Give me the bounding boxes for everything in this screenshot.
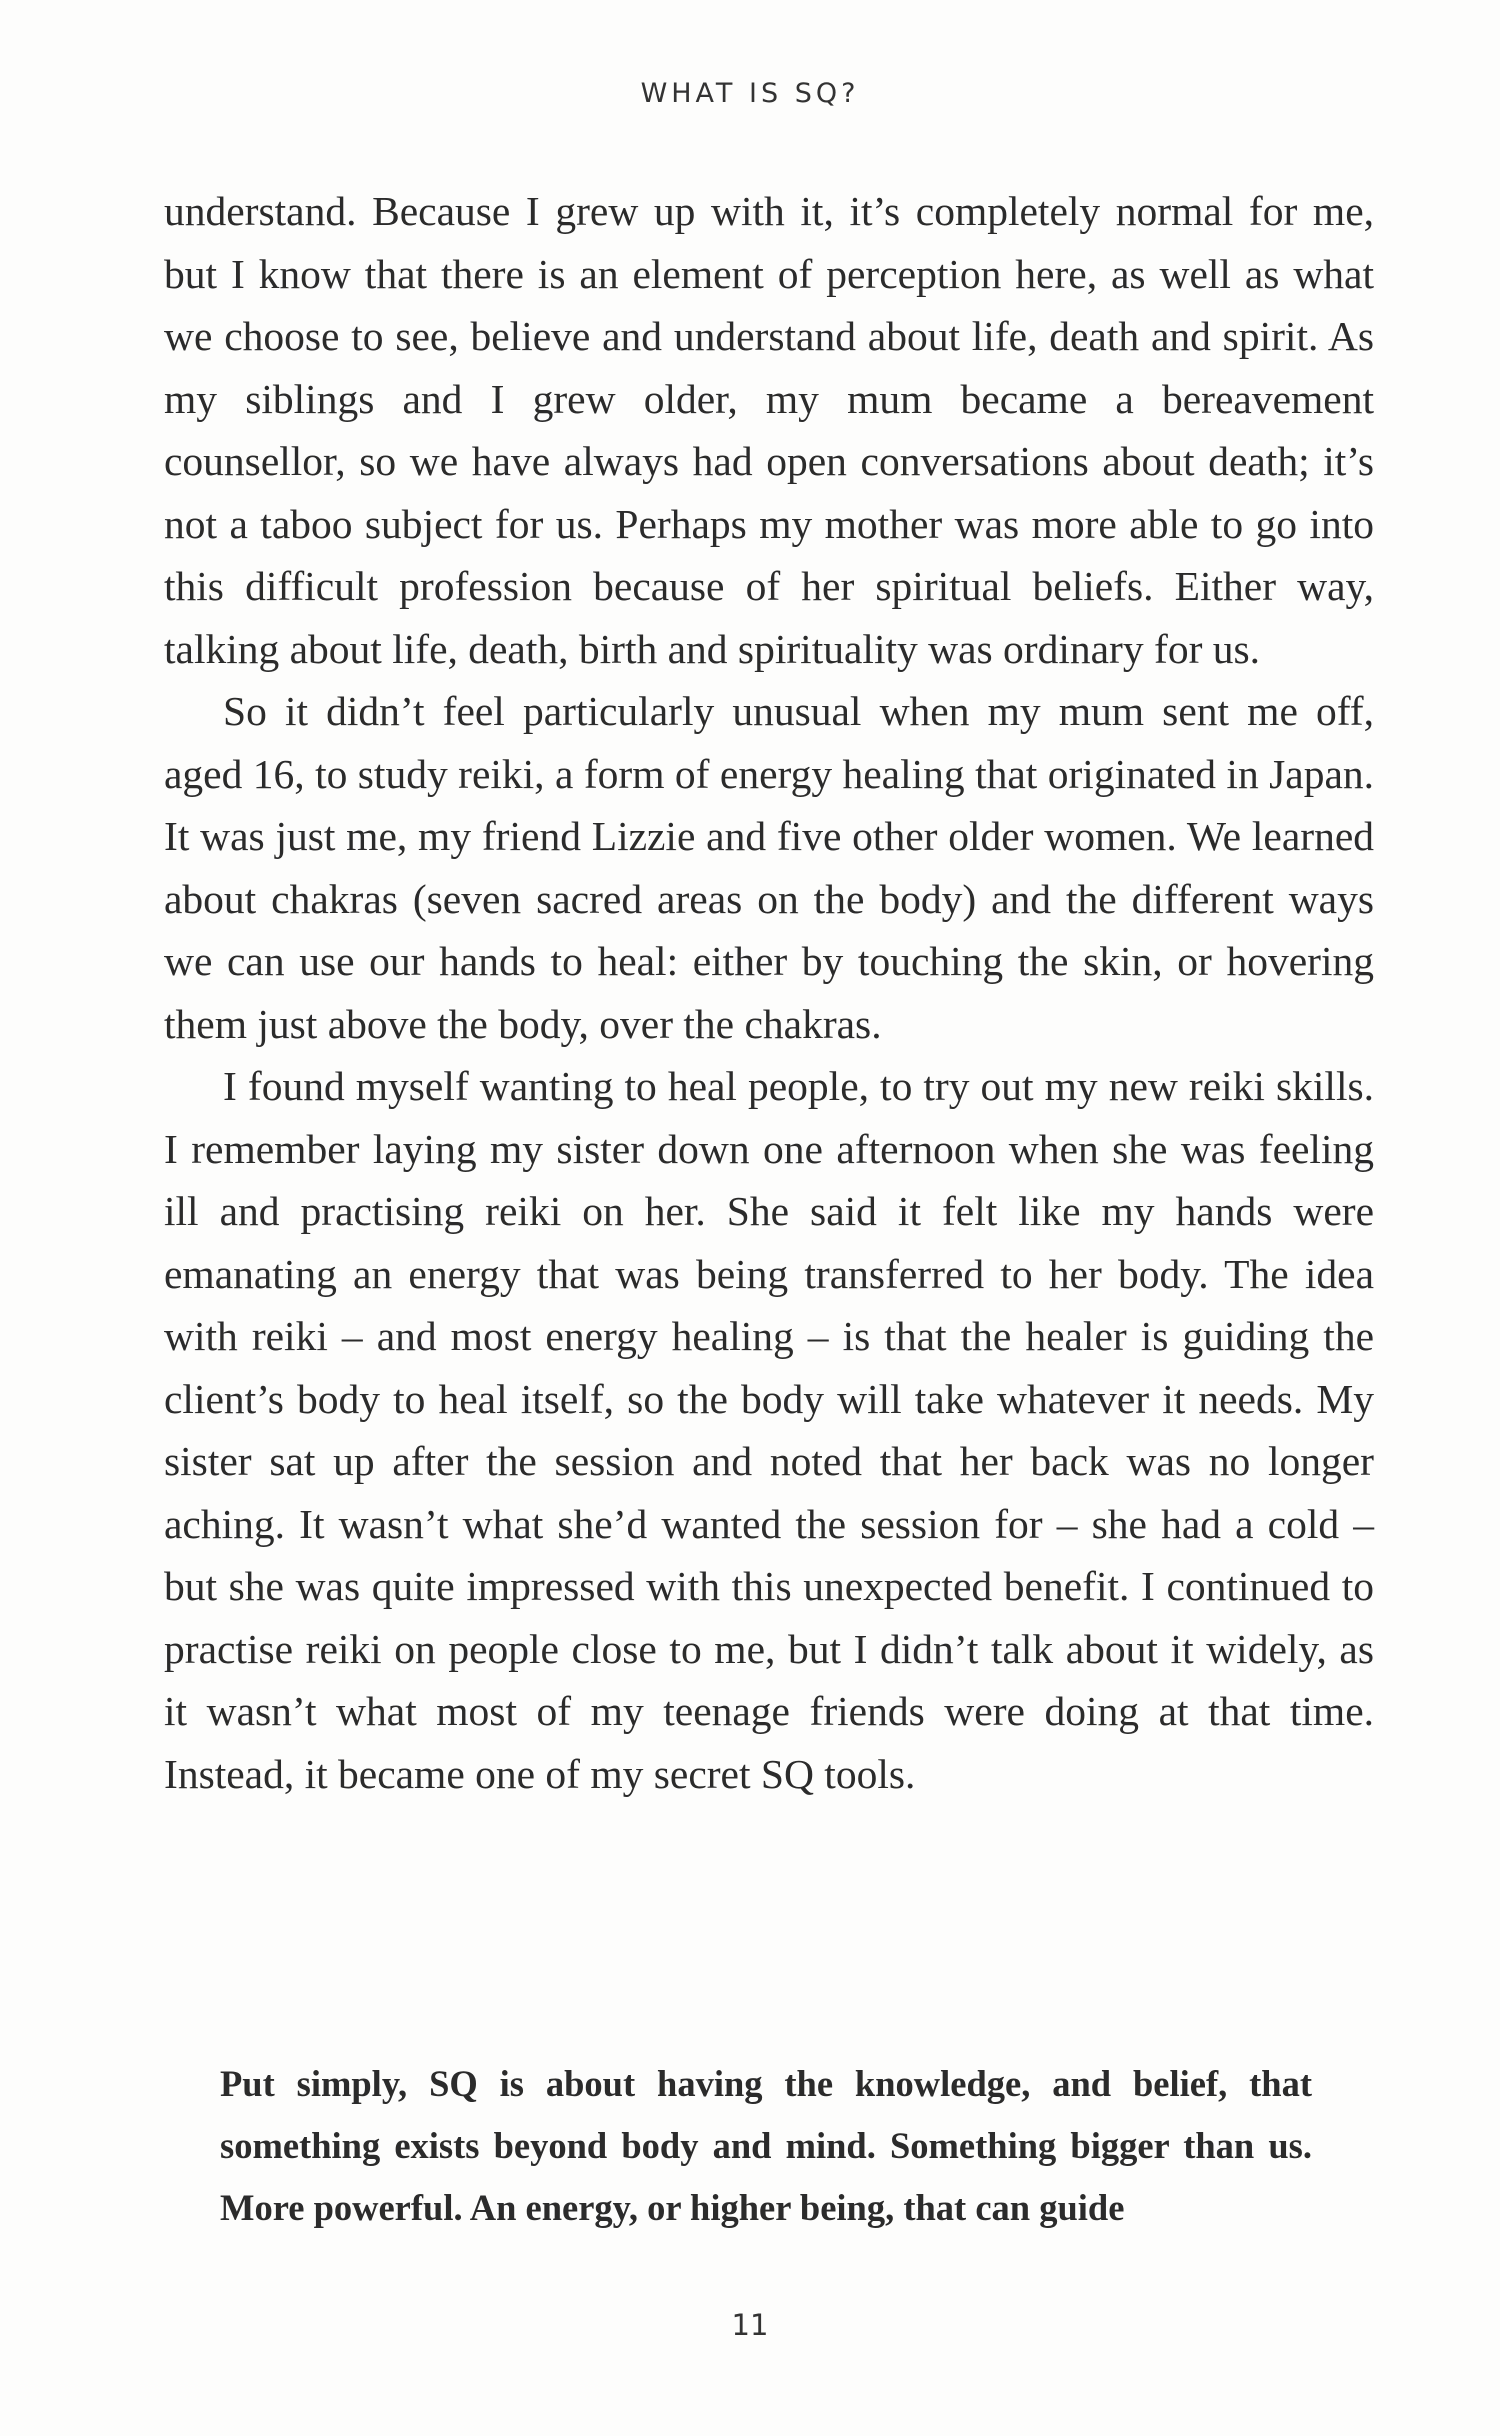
pull-quote: Put simply, SQ is about having the knowledge, and belief, that something exists beyond body and mind. Something bigger than us. More powerful. An energy, or higher being, that can guide — [220, 2063, 1312, 2228]
running-head: WHAT IS SQ? — [640, 78, 860, 109]
paragraph-1: understand. Because I grew up with it, it’s completely normal for me, but I know that there is an element of perception here, as well as what we choose to see, believe and understand about life, death and spirit. As my siblings and I grew older, my mum became a bereavement counsellor, so we have always had open conversations about death; it’s not a taboo subject for us. Perhaps my mother was more able to go into this difficult profession because of her spiritual beliefs. Either way, talking about life, death, birth and spirituality was ordinary for us. — [164, 188, 1374, 672]
paragraph-2: So it didn’t feel particularly unusual when my mum sent me off, aged 16, to study reiki, a form of energy healing that originated in Japan. It was just me, my friend Lizzie and five other older women. We learned about chakras (seven sacred areas on the body) and the different ways we can use our hands to heal: either by touching the skin, or hovering them just above the body, over the chakras. — [164, 688, 1374, 1047]
body-text — [164, 180, 1374, 1805]
paragraph-3: I found myself wanting to heal people, to try out my new reiki skills. I remember laying my sister down one afternoon when she was feeling ill and practising reiki on her. She said it felt like my hands were emanating an energy that was being transferred to her body. The idea with reiki – and most energy healing – is that the healer is guiding the client’s body to heal itself, so the body will take whatever it needs. My sister sat up after the session and noted that her back was no longer aching. It wasn’t what she’d wanted the session for – she had a cold – but she was quite impressed with this unexpected benefit. I continued to practise reiki on people close to me, but I didn’t talk about it widely, as it wasn’t what most of my teenage friends were doing at that time. Instead, it became one of my secret SQ tools. — [164, 1063, 1374, 1797]
page-number: 11 — [731, 2308, 769, 2342]
